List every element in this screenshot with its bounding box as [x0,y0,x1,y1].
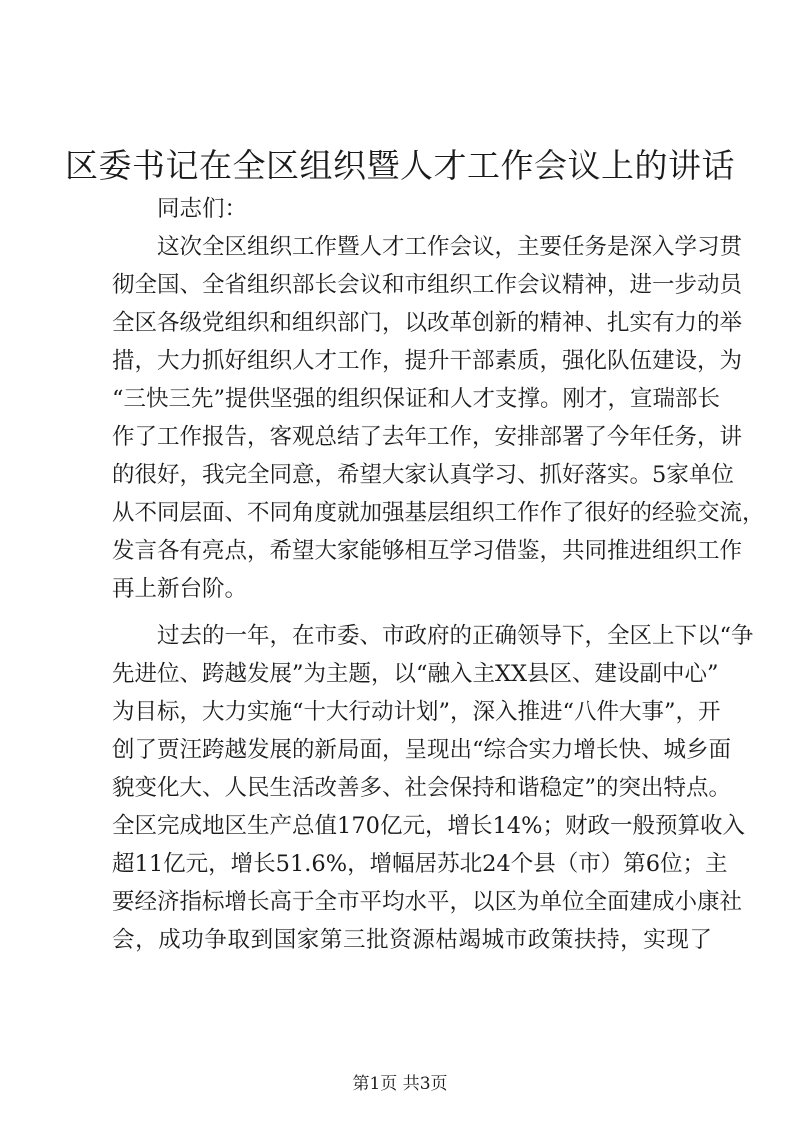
document-body [112,190,765,959]
paragraph-line: 貌变化大、人民生活改善多、社会保持和谐稳定”的突出特点。 [112,775,732,801]
paragraph-line: 超11亿元，增长51.6%，增幅居苏北24个县（市）第6位；主 [112,851,728,877]
paragraph-line: 这次全区组织工作暨人才工作会议，主要任务是深入学习贯 [157,234,743,260]
paragraph-line: 创了贾汪跨越发展的新局面，呈现出“综合实力增长快、城乡面 [112,737,732,763]
paragraph-line: “三快三先”提供坚强的组织保证和人才支撑。刚才，宣瑞部长 [112,386,721,412]
paragraph-1 [112,228,765,608]
paragraph-line: 会，成功争取到国家第三批资源枯竭城市政策扶持，实现了 [112,927,712,953]
paragraph-line: 再上新台阶。 [112,576,248,602]
paragraph-line: 要经济指标增长高于全市平均水平，以区为单位全面建成小康社 [112,889,743,915]
paragraph-line: 的很好，我完全同意，希望大家认真学习、抓好落实。5家单位 [112,462,734,488]
paragraph-line: 从不同层面、不同角度就加强基层组织工作作了很好的经验交流， [112,500,765,526]
paragraph-line: 全区各级党组织和组织部门，以改革创新的精神、扎实有力的举 [112,310,743,336]
paragraph-gap [112,608,712,617]
paragraph-line: 过去的一年，在市委、市政府的正确领导下，全区上下以“争 [157,623,754,649]
paragraph-line: 为目标，大力实施“十大行动计划”，深入推进“八件大事”，开 [112,699,721,725]
paragraph-line: 措，大力抓好组织人才工作，提升干部素质，强化队伍建设，为 [112,348,743,374]
page-footer: 第1页 共3页 [352,1074,448,1094]
paragraph-line: 彻全国、全省组织部长会议和市组织工作会议精神，进一步动员 [112,272,743,298]
paragraph-line: 先进位、跨越发展”为主题，以“融入主XX县区、建设副中心” [112,661,719,687]
paragraph-line: 发言各有亮点，希望大家能够相互学习借鉴，共同推进组织工作 [112,538,743,564]
paragraph-line: 作了工作报告，客观总结了去年工作，安排部署了今年任务，讲 [112,424,743,450]
document-title: 区委书记在全区组织暨人才工作会议上的讲话 [65,146,735,185]
paragraph-2 [112,617,754,959]
paragraph-line: 全区完成地区生产总值170亿元，增长14%；财政一般预算收入 [112,813,745,839]
salutation: 同志们： [157,196,248,222]
